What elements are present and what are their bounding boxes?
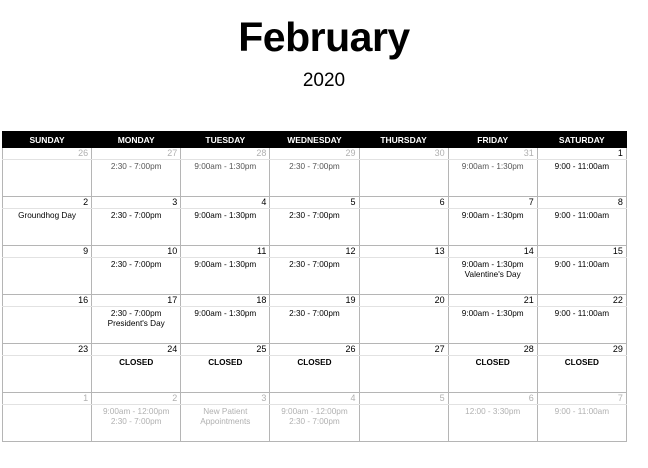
event-text: 2:30 - 7:00pm bbox=[110, 260, 162, 269]
day-number: 7 bbox=[617, 393, 623, 403]
day-cell[interactable] bbox=[359, 405, 448, 442]
day-number: 7 bbox=[528, 197, 534, 207]
day-number: 6 bbox=[528, 393, 534, 403]
day-cell[interactable] bbox=[92, 209, 181, 246]
day-number-cell[interactable] bbox=[359, 148, 448, 160]
week-event-row bbox=[3, 209, 627, 246]
day-events bbox=[538, 160, 626, 172]
event-text: 2:30 - 7:00pm bbox=[110, 309, 162, 318]
event-text: 12:00 - 3:30pm bbox=[465, 407, 521, 416]
day-events bbox=[92, 356, 180, 368]
day-number-cell[interactable] bbox=[3, 393, 92, 405]
week-event-row bbox=[3, 405, 627, 442]
day-events bbox=[538, 405, 626, 417]
event-text: 2:30 - 7:00pm bbox=[289, 162, 340, 171]
day-cell[interactable] bbox=[537, 356, 626, 393]
day-number: 3 bbox=[172, 197, 178, 207]
day-cell[interactable] bbox=[181, 405, 270, 442]
day-events bbox=[3, 160, 91, 162]
day-number: 1 bbox=[617, 148, 623, 158]
day-number: 31 bbox=[523, 148, 534, 158]
day-events bbox=[181, 258, 269, 270]
week-date-row bbox=[3, 393, 627, 405]
day-number-cell[interactable] bbox=[3, 148, 92, 160]
day-events bbox=[270, 258, 358, 270]
day-events bbox=[181, 209, 269, 221]
week-date-row bbox=[3, 295, 627, 307]
event-text: 2:30 - 7:00pm bbox=[289, 211, 340, 220]
day-events bbox=[92, 307, 180, 329]
day-cell[interactable] bbox=[3, 258, 92, 295]
day-number-cell[interactable] bbox=[448, 295, 537, 307]
event-text: 9:00 - 11:00am bbox=[554, 162, 610, 171]
event-text: Valentine's Day bbox=[464, 270, 521, 279]
day-number-cell[interactable] bbox=[448, 246, 537, 258]
day-cell[interactable] bbox=[92, 258, 181, 295]
day-cell[interactable] bbox=[359, 307, 448, 344]
day-events bbox=[538, 356, 626, 368]
event-text: 9:00 - 11:00am bbox=[554, 211, 610, 220]
weekday-sunday: SUNDAY bbox=[3, 132, 92, 148]
day-number: 27 bbox=[167, 148, 178, 158]
day-events bbox=[270, 209, 358, 221]
day-number: 16 bbox=[78, 295, 89, 305]
calendar-grid bbox=[2, 131, 627, 442]
day-events bbox=[360, 258, 448, 260]
day-events bbox=[449, 356, 537, 368]
day-number-cell[interactable] bbox=[181, 344, 270, 356]
weekday-wednesday: WEDNESDAY bbox=[270, 132, 359, 148]
day-cell[interactable] bbox=[3, 307, 92, 344]
day-number: 2 bbox=[172, 393, 178, 403]
day-events bbox=[92, 405, 180, 427]
weekday-tuesday: TUESDAY bbox=[181, 132, 270, 148]
day-cell[interactable] bbox=[3, 209, 92, 246]
day-number: 13 bbox=[434, 246, 445, 256]
day-number: 18 bbox=[256, 295, 267, 305]
day-events bbox=[360, 307, 448, 309]
event-text: New Patient bbox=[203, 407, 248, 416]
day-number: 21 bbox=[523, 295, 534, 305]
day-number-cell[interactable] bbox=[448, 393, 537, 405]
day-number-cell[interactable] bbox=[3, 295, 92, 307]
day-number-cell[interactable] bbox=[448, 197, 537, 209]
day-number: 5 bbox=[350, 197, 356, 207]
day-events bbox=[360, 160, 448, 162]
day-number-cell[interactable] bbox=[92, 295, 181, 307]
week-date-row bbox=[3, 344, 627, 356]
day-number: 1 bbox=[83, 393, 89, 403]
day-number-cell[interactable] bbox=[92, 148, 181, 160]
day-events bbox=[3, 405, 91, 407]
day-cell[interactable] bbox=[359, 258, 448, 295]
day-events bbox=[449, 160, 537, 172]
day-cell[interactable] bbox=[92, 307, 181, 344]
day-cell[interactable] bbox=[92, 405, 181, 442]
day-number: 29 bbox=[345, 148, 356, 158]
day-cell[interactable] bbox=[270, 405, 359, 442]
day-number-cell[interactable] bbox=[448, 148, 537, 160]
event-text: CLOSED bbox=[564, 358, 599, 367]
day-number-cell[interactable] bbox=[181, 393, 270, 405]
day-number: 4 bbox=[261, 197, 267, 207]
event-text: 9:00am - 1:30pm bbox=[194, 309, 257, 318]
day-number-cell[interactable] bbox=[359, 197, 448, 209]
day-number: 11 bbox=[257, 246, 267, 256]
day-cell[interactable] bbox=[537, 307, 626, 344]
day-number-cell[interactable] bbox=[3, 246, 92, 258]
event-text: 9:00am - 1:30pm bbox=[461, 309, 524, 318]
day-events bbox=[181, 405, 269, 427]
day-events bbox=[181, 356, 269, 368]
event-text: Appointments bbox=[200, 417, 251, 426]
day-number-cell[interactable] bbox=[537, 197, 626, 209]
day-events bbox=[449, 307, 537, 319]
week-date-row bbox=[3, 246, 627, 258]
week-event-row bbox=[3, 160, 627, 197]
event-text: 2:30 - 7:00pm bbox=[289, 417, 340, 426]
event-text: 9:00am - 12:00pm bbox=[281, 407, 348, 416]
day-number-cell[interactable] bbox=[448, 344, 537, 356]
day-number-cell[interactable] bbox=[359, 393, 448, 405]
day-cell[interactable] bbox=[537, 209, 626, 246]
day-number: 3 bbox=[261, 393, 267, 403]
event-text: 9:00am - 1:30pm bbox=[194, 162, 257, 171]
day-number-cell[interactable] bbox=[181, 295, 270, 307]
day-number-cell[interactable] bbox=[359, 246, 448, 258]
day-cell[interactable] bbox=[270, 209, 359, 246]
day-number: 17 bbox=[167, 295, 178, 305]
day-number-cell[interactable] bbox=[537, 295, 626, 307]
day-number: 2 bbox=[83, 197, 89, 207]
event-text: 2:30 - 7:00pm bbox=[289, 260, 340, 269]
day-number: 25 bbox=[256, 344, 267, 354]
weekday-saturday: SATURDAY bbox=[537, 132, 626, 148]
day-number-cell[interactable] bbox=[92, 344, 181, 356]
day-events bbox=[449, 258, 537, 280]
day-cell[interactable] bbox=[181, 160, 270, 197]
day-cell[interactable] bbox=[3, 405, 92, 442]
day-events bbox=[538, 258, 626, 270]
day-events bbox=[92, 209, 180, 221]
day-number-cell[interactable] bbox=[3, 344, 92, 356]
day-events bbox=[538, 307, 626, 319]
day-events bbox=[449, 405, 537, 417]
day-events bbox=[270, 160, 358, 172]
day-number: 28 bbox=[523, 344, 534, 354]
day-number: 29 bbox=[612, 344, 623, 354]
day-number-cell[interactable] bbox=[181, 197, 270, 209]
day-number-cell[interactable] bbox=[181, 246, 270, 258]
day-cell[interactable] bbox=[359, 160, 448, 197]
day-number: 26 bbox=[78, 148, 89, 158]
day-cell[interactable] bbox=[448, 160, 537, 197]
weekday-friday: FRIDAY bbox=[448, 132, 537, 148]
day-cell[interactable] bbox=[270, 307, 359, 344]
day-events bbox=[92, 160, 180, 172]
day-events bbox=[3, 307, 91, 309]
day-cell[interactable] bbox=[181, 356, 270, 393]
day-number-cell[interactable] bbox=[3, 197, 92, 209]
event-text: 9:00am - 1:30pm bbox=[461, 162, 524, 171]
event-text: 9:00 - 11:00am bbox=[554, 407, 610, 416]
event-text: Groundhog Day bbox=[18, 211, 76, 220]
day-cell[interactable] bbox=[448, 307, 537, 344]
day-cell[interactable] bbox=[359, 209, 448, 246]
day-number-cell[interactable] bbox=[537, 246, 626, 258]
day-number: 6 bbox=[439, 197, 445, 207]
event-text: 2:30 - 7:00pm bbox=[110, 162, 162, 171]
day-cell[interactable] bbox=[448, 209, 537, 246]
day-number-cell[interactable] bbox=[537, 393, 626, 405]
day-events bbox=[270, 405, 358, 427]
day-events bbox=[3, 356, 91, 358]
day-number: 23 bbox=[78, 344, 89, 354]
year-subtitle: 2020 bbox=[302, 70, 346, 91]
event-text: CLOSED bbox=[297, 358, 332, 367]
event-text: CLOSED bbox=[119, 358, 154, 367]
day-events bbox=[360, 356, 448, 358]
event-text: 9:00am - 1:30pm bbox=[194, 260, 257, 269]
day-number-cell[interactable] bbox=[270, 148, 359, 160]
day-cell[interactable] bbox=[359, 356, 448, 393]
day-cell[interactable] bbox=[92, 160, 181, 197]
day-number-cell[interactable] bbox=[270, 197, 359, 209]
day-cell[interactable] bbox=[270, 160, 359, 197]
weekday-monday: MONDAY bbox=[92, 132, 181, 148]
event-text: President's Day bbox=[107, 319, 165, 328]
day-events bbox=[538, 209, 626, 221]
day-events bbox=[449, 209, 537, 221]
day-events bbox=[360, 405, 448, 407]
week-event-row bbox=[3, 356, 627, 393]
day-number-cell[interactable] bbox=[270, 295, 359, 307]
day-number: 24 bbox=[167, 344, 178, 354]
event-text: 9:00am - 1:30pm bbox=[461, 260, 524, 269]
event-text: 9:00am - 12:00pm bbox=[102, 407, 170, 416]
day-cell[interactable] bbox=[270, 258, 359, 295]
day-number: 26 bbox=[345, 344, 356, 354]
day-events bbox=[3, 258, 91, 260]
day-number-cell[interactable] bbox=[359, 344, 448, 356]
event-text: CLOSED bbox=[475, 358, 510, 367]
day-cell[interactable] bbox=[270, 356, 359, 393]
day-events bbox=[181, 307, 269, 319]
week-event-row bbox=[3, 307, 627, 344]
day-events bbox=[92, 258, 180, 270]
day-number-cell[interactable] bbox=[359, 295, 448, 307]
event-text: 9:00am - 1:30pm bbox=[194, 211, 257, 220]
week-event-row bbox=[3, 258, 627, 295]
day-number-cell[interactable] bbox=[270, 246, 359, 258]
event-text: CLOSED bbox=[208, 358, 243, 367]
day-number: 10 bbox=[167, 246, 178, 256]
day-number: 30 bbox=[434, 148, 445, 158]
day-cell[interactable] bbox=[3, 160, 92, 197]
day-cell[interactable] bbox=[537, 405, 626, 442]
day-number: 27 bbox=[434, 344, 445, 354]
day-number: 8 bbox=[617, 197, 623, 207]
day-number-cell[interactable] bbox=[537, 148, 626, 160]
weekday-thursday: THURSDAY bbox=[359, 132, 448, 148]
day-cell[interactable] bbox=[181, 307, 270, 344]
event-text: 2:30 - 7:00pm bbox=[110, 417, 162, 426]
day-events bbox=[270, 307, 358, 319]
day-number-cell[interactable] bbox=[92, 197, 181, 209]
day-number: 15 bbox=[612, 246, 623, 256]
day-number-cell[interactable] bbox=[270, 393, 359, 405]
day-number-cell[interactable] bbox=[92, 393, 181, 405]
day-number: 12 bbox=[345, 246, 356, 256]
day-number: 9 bbox=[83, 246, 89, 256]
month-title: February bbox=[238, 14, 410, 60]
day-number: 28 bbox=[256, 148, 267, 158]
day-number: 22 bbox=[612, 295, 623, 305]
event-text: 9:00am - 1:30pm bbox=[461, 211, 524, 220]
day-cell[interactable] bbox=[448, 356, 537, 393]
day-number: 20 bbox=[434, 295, 445, 305]
day-events bbox=[3, 209, 91, 221]
event-text: 2:30 - 7:00pm bbox=[110, 211, 162, 220]
day-cell[interactable] bbox=[537, 160, 626, 197]
day-number-cell[interactable] bbox=[181, 148, 270, 160]
event-text: 9:00 - 11:00am bbox=[554, 309, 610, 318]
day-events bbox=[181, 160, 269, 172]
weekday-header-row bbox=[3, 132, 627, 148]
day-number-cell[interactable] bbox=[270, 344, 359, 356]
day-cell[interactable] bbox=[448, 258, 537, 295]
day-cell[interactable] bbox=[92, 356, 181, 393]
day-events bbox=[270, 356, 358, 368]
day-number: 14 bbox=[523, 246, 534, 256]
day-number: 19 bbox=[345, 295, 356, 305]
day-number-cell[interactable] bbox=[92, 246, 181, 258]
week-date-row bbox=[3, 197, 627, 209]
day-cell[interactable] bbox=[181, 258, 270, 295]
day-number-cell[interactable] bbox=[537, 344, 626, 356]
week-date-row bbox=[3, 148, 627, 160]
day-events bbox=[360, 209, 448, 211]
event-text: 9:00 - 11:00am bbox=[554, 260, 610, 269]
day-cell[interactable] bbox=[181, 209, 270, 246]
event-text: 2:30 - 7:00pm bbox=[289, 309, 340, 318]
day-cell[interactable] bbox=[448, 405, 537, 442]
day-cell[interactable] bbox=[537, 258, 626, 295]
day-number: 5 bbox=[439, 393, 445, 403]
day-cell[interactable] bbox=[3, 356, 92, 393]
day-number: 4 bbox=[350, 393, 356, 403]
